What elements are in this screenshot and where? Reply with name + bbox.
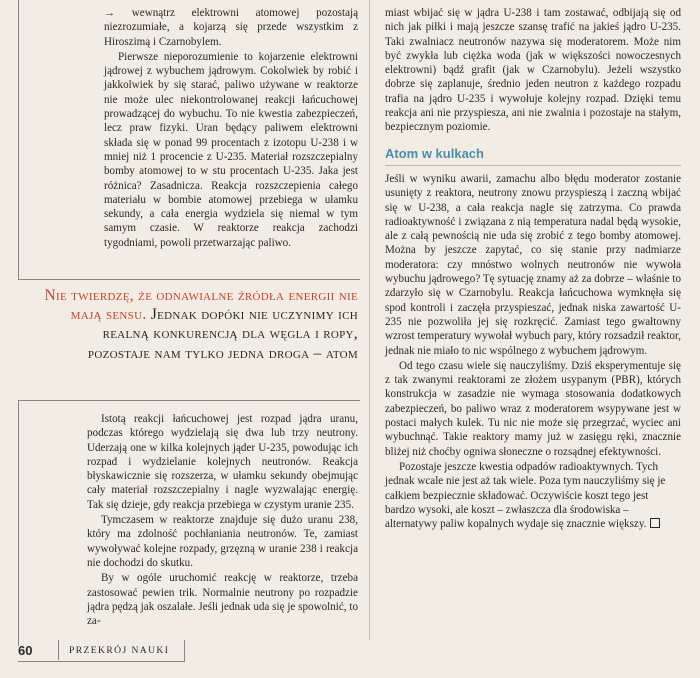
frame-line-left-bottom (18, 400, 19, 646)
paragraph: Tymczasem w reaktorze znajduje się dużo uranu 238, który ma zdolność pochłaniania neutronów. Te, zamiast wywoływać kolejne rozpady, grzęzną w uranie 238 i reakcja nie dochodzi do skutku. (87, 514, 358, 569)
paragraph: Jeśli w wyniku awarii, zamachu albo błędu moderator zostanie usunięty z reaktora, neutrony znowu przyspieszą i zaczną wbijać się w U-238, a cała reakcja nagle się zatrzyma. Co prawda radioaktywność i związana z nią temperatura nadal będą wysokie, ale z całą pewnością nie uda się zrobić z tego bomby atomowej. Można by jeszcze zapytać, co się stanie przy nadmiarze moderatora: czy mnóstwo wolnych neutronów nie wywoła wybuchu jądrowego? Tę sytuację znamy aż za dobrze – właśnie to zdarzyło się w Czarnobylu. Reakcja łańcuchowa wymknęła się spod kontroli i zaczęła przyspieszać, jednak niska zawartość U-235 nie pozwoliła jej się rozkręcić. Zamiast tego gwałtowny wzrost temperatury wywołał wybuch pary, który rozsadził reaktor, jednak nie miało to nic wspólnego z wybuchem jądrowym. (385, 172, 681, 357)
footer-rule (18, 661, 184, 662)
paragraph: By w ogóle uruchomić reakcję w reaktorze, trzeba zastosować pewien trik. Normalnie neutrony po rozpadzie jądra pędzą jak oszalałe. Jeśli jednak uda się je spowolnić, to za- (87, 572, 358, 628)
paragraph-text: Pozostaje jeszcze kwestia odpadów radioaktywnych. Tych jednak wcale nie jest aż tak wiele. Poza tym nauczyliśmy się je całkiem bezpiecznie składować. Oczywiście koszt tego jest bardzo wysoki, ale koszt – zwłaszcza dla środowiska – alternatywy paliw kopalnych wydaje się znacznie większy. (385, 460, 666, 531)
paragraph: → wewnątrz elektrowni atomowej pozostają niezrozumiałe, a kojarzą się przede wszystkim z Hiroszimą i Czarnobylem. (104, 7, 358, 48)
pull-quote (44, 286, 358, 363)
magazine-name: PRZEKRÓJ NAUKI (69, 644, 170, 656)
left-column-bottom (87, 412, 358, 629)
frame-line-bottom-quote (18, 400, 360, 401)
frame-line-top-quote (18, 279, 360, 280)
paragraph-last (385, 460, 681, 531)
paragraph: Istotą reakcji łańcuchowej jest rozpad jądra uranu, podczas którego wydzielają się dwa lub trzy neutrony. Uderzają one w kilka kolejnych jąder U-235, powodując ich rozpad i wydzielanie kolejnych neutronów. Reakcja błyskawicznie się rozszerza, w ułamku sekundy obejmując cały materiał rozszczepialny i nagle wyzwalając energię. Tak się dzieje, gdy reakcja przebiega w czystym uranie 235. (87, 413, 358, 511)
footer-divider (58, 640, 59, 660)
paragraph: miast wbijać się w jądra U-238 i tam zostawać, odbijają się od nich jak piłki i mają jeszcze szansę trafić na jakieś jądro U-235. Taki zwalniacz neutronów nazywa się moderatorem. Może nim być zwykła lub ciężka woda (jak w większości nowoczesnych elektrowni) bądź grafit (jak w Czarnobylu). Jeżeli wszystko dobrze się zaplanuje, średnio jeden neutron z każdego rozpadu trafia na jądro U-235 i wywołuje kolejny rozpad. Dzięki temu reakcja ani nie przyspiesza, ani nie zwalnia i pozostaje na stałym, bezpiecznym poziomie. (385, 7, 681, 134)
page-number: 60 (18, 642, 33, 658)
paragraph: Pierwsze nieporozumienie to kojarzenie elektrowni jądrowej z wybuchem jądrowym. Cokolwiek by robić i jakkolwiek by się starać, paliwo używane w reaktorze nie może ulec niekontrolowanej reakcji łańcuchowej prowadzącej do wybuchu. To nie kwestia zabezpieczeń, lecz praw fizyki. Uran będący paliwem elektrowni składa się w ponad 99 procentach z izotopu U-238 i w mniej niż 1 procencie z U-235. Materiał rozszczepialny bomby atomowej to w stu procentach U-235. Jaka jest różnica? Zasadnicza. Reakcja rozszczepienia całego materiału w bombie atomowej przebiega w ułamku sekundy, a cała energia wydziela się niemal w tym samym czasie. W reaktorze reakcja zachodzi tygodniami, powoli przetwarzając paliwo. (104, 50, 358, 249)
pull-quote-rest: Jednak dopóki nie uczynimy ich realną konkurencją dla węgla i ropy, pozostaje nam tylko jedna droga – atom (87, 306, 358, 362)
paragraph: Od tego czasu wiele się nauczyliśmy. Dziś eksperymentuje się z tak zwanymi reaktorami ze złożem usypanym (PBR), których konstrukcja w zasadzie nie wymaga stosowania dodatkowych zabezpieczeń, bo paliwo wraz z moderatorem wsypywane jest w postaci małych kulek. Tu nic nie może się przegrzać, wyciec ani wybuchnąć. Takie reaktory mamy już w zasięgu ręki, znacznie bliżej niż choćby ogniwa słoneczne o rozsądnej efektywności. (385, 359, 681, 458)
right-column (385, 6, 681, 532)
frame-line-left-top (18, 0, 19, 280)
section-heading: Atom w kulkach (385, 147, 681, 166)
left-column-top (104, 6, 358, 251)
column-divider (369, 0, 370, 640)
page-footer (18, 640, 178, 660)
pull-quote-highlight: Nie twierdzę, że odnawialne źródła energii nie mają sensu. (44, 287, 358, 324)
end-mark-icon (650, 518, 660, 528)
footer-rule-end (184, 640, 185, 662)
